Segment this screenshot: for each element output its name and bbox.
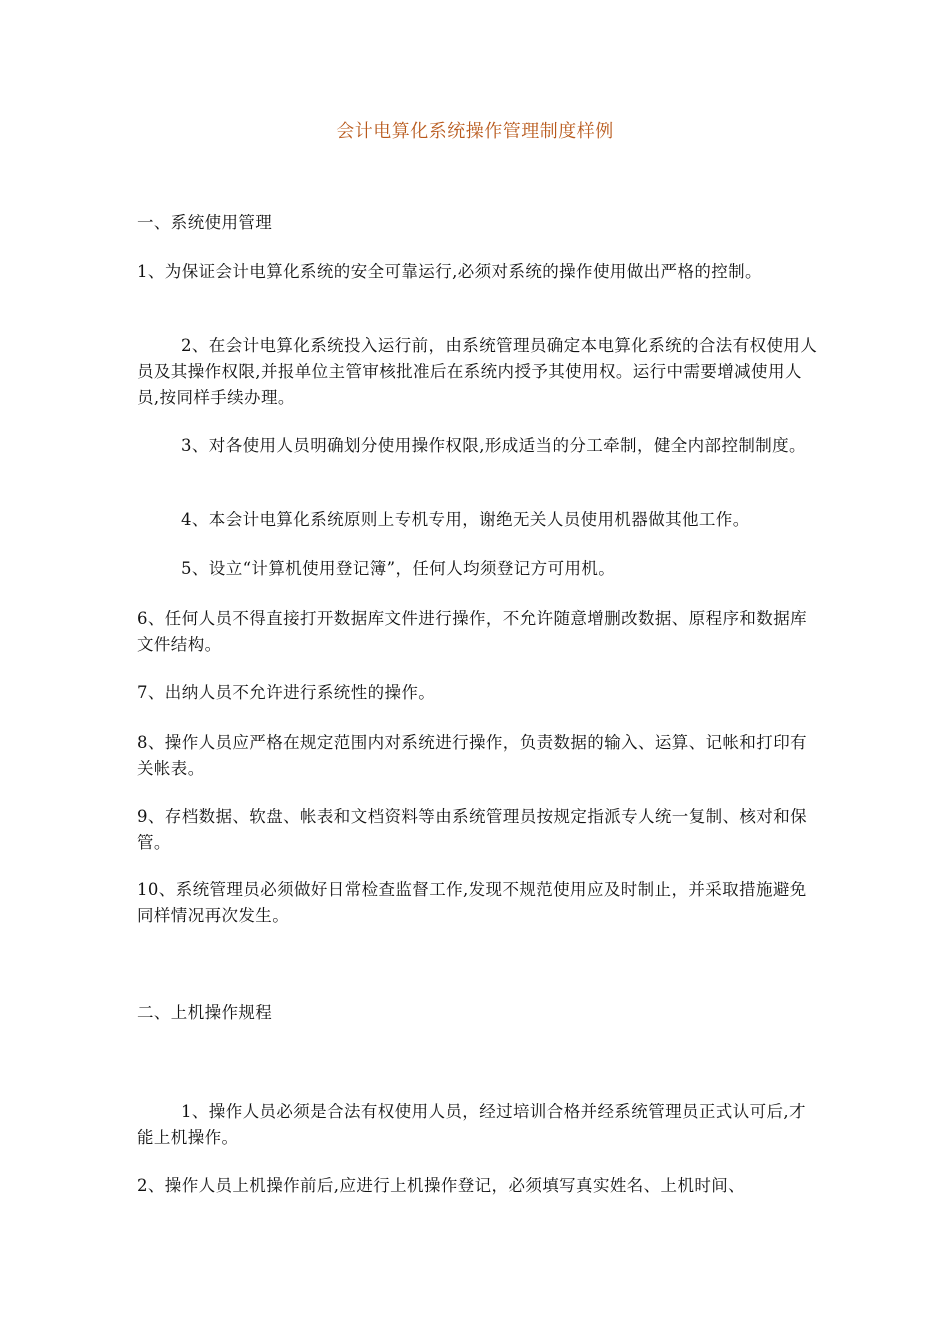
section2-item-1: 1、操作人员必须是合法有权使用人员，经过培训合格并经系统管理员正式认可后,才能上机操作。 [137,1102,806,1147]
section2-item-2: 2、操作人员上机操作前后,应进行上机操作登记，必须填写真实姓名、上机时间、 [137,1176,746,1195]
section1-item-9: 9、存档数据、软盘、帐表和文档资料等由系统管理员按规定指派专人统一复制、核对和保管。 [137,807,807,852]
section1-item-2: 2、在会计电算化系统投入运行前，由系统管理员确定本电算化系统的合法有权使用人员及其操作权限,并报单位主管审核批准后在系统内授予其使用权。运行中需要增减使用人员,按同样手续办理。 [137,336,818,407]
section1-item-3: 3、对各使用人员明确划分使用操作权限,形成适当的分工牵制，健全内部控制制度。 [181,436,806,455]
section1-item-5: 5、设立“计算机使用登记簿”，任何人均须登记方可用机。 [181,559,616,578]
section2-heading: 二、上机操作规程 [137,1003,273,1022]
section1-heading: 一、系统使用管理 [137,213,273,232]
section1-item-4: 4、本会计电算化系统原则上专机专用，谢绝无关人员使用机器做其他工作。 [181,510,750,529]
section1-item-6: 6、任何人员不得直接打开数据库文件进行操作，不允许随意增删改数据、原程序和数据库文件结构。 [137,609,807,654]
section1-item-8: 8、操作人员应严格在规定范围内对系统进行操作，负责数据的输入、运算、记帐和打印有关帐表。 [137,733,807,778]
section1-item-10: 10、系统管理员必须做好日常检查监督工作,发现不规范使用应及时制止，并采取措施避免同样情况再次发生。 [137,880,807,925]
section1-item-1: 1、为保证会计电算化系统的安全可靠运行,必须对系统的操作使用做出严格的控制。 [137,262,762,281]
section1-item-7: 7、出纳人员不允许进行系统性的操作。 [137,683,436,702]
document-title: 会计电算化系统操作管理制度样例 [336,121,614,142]
